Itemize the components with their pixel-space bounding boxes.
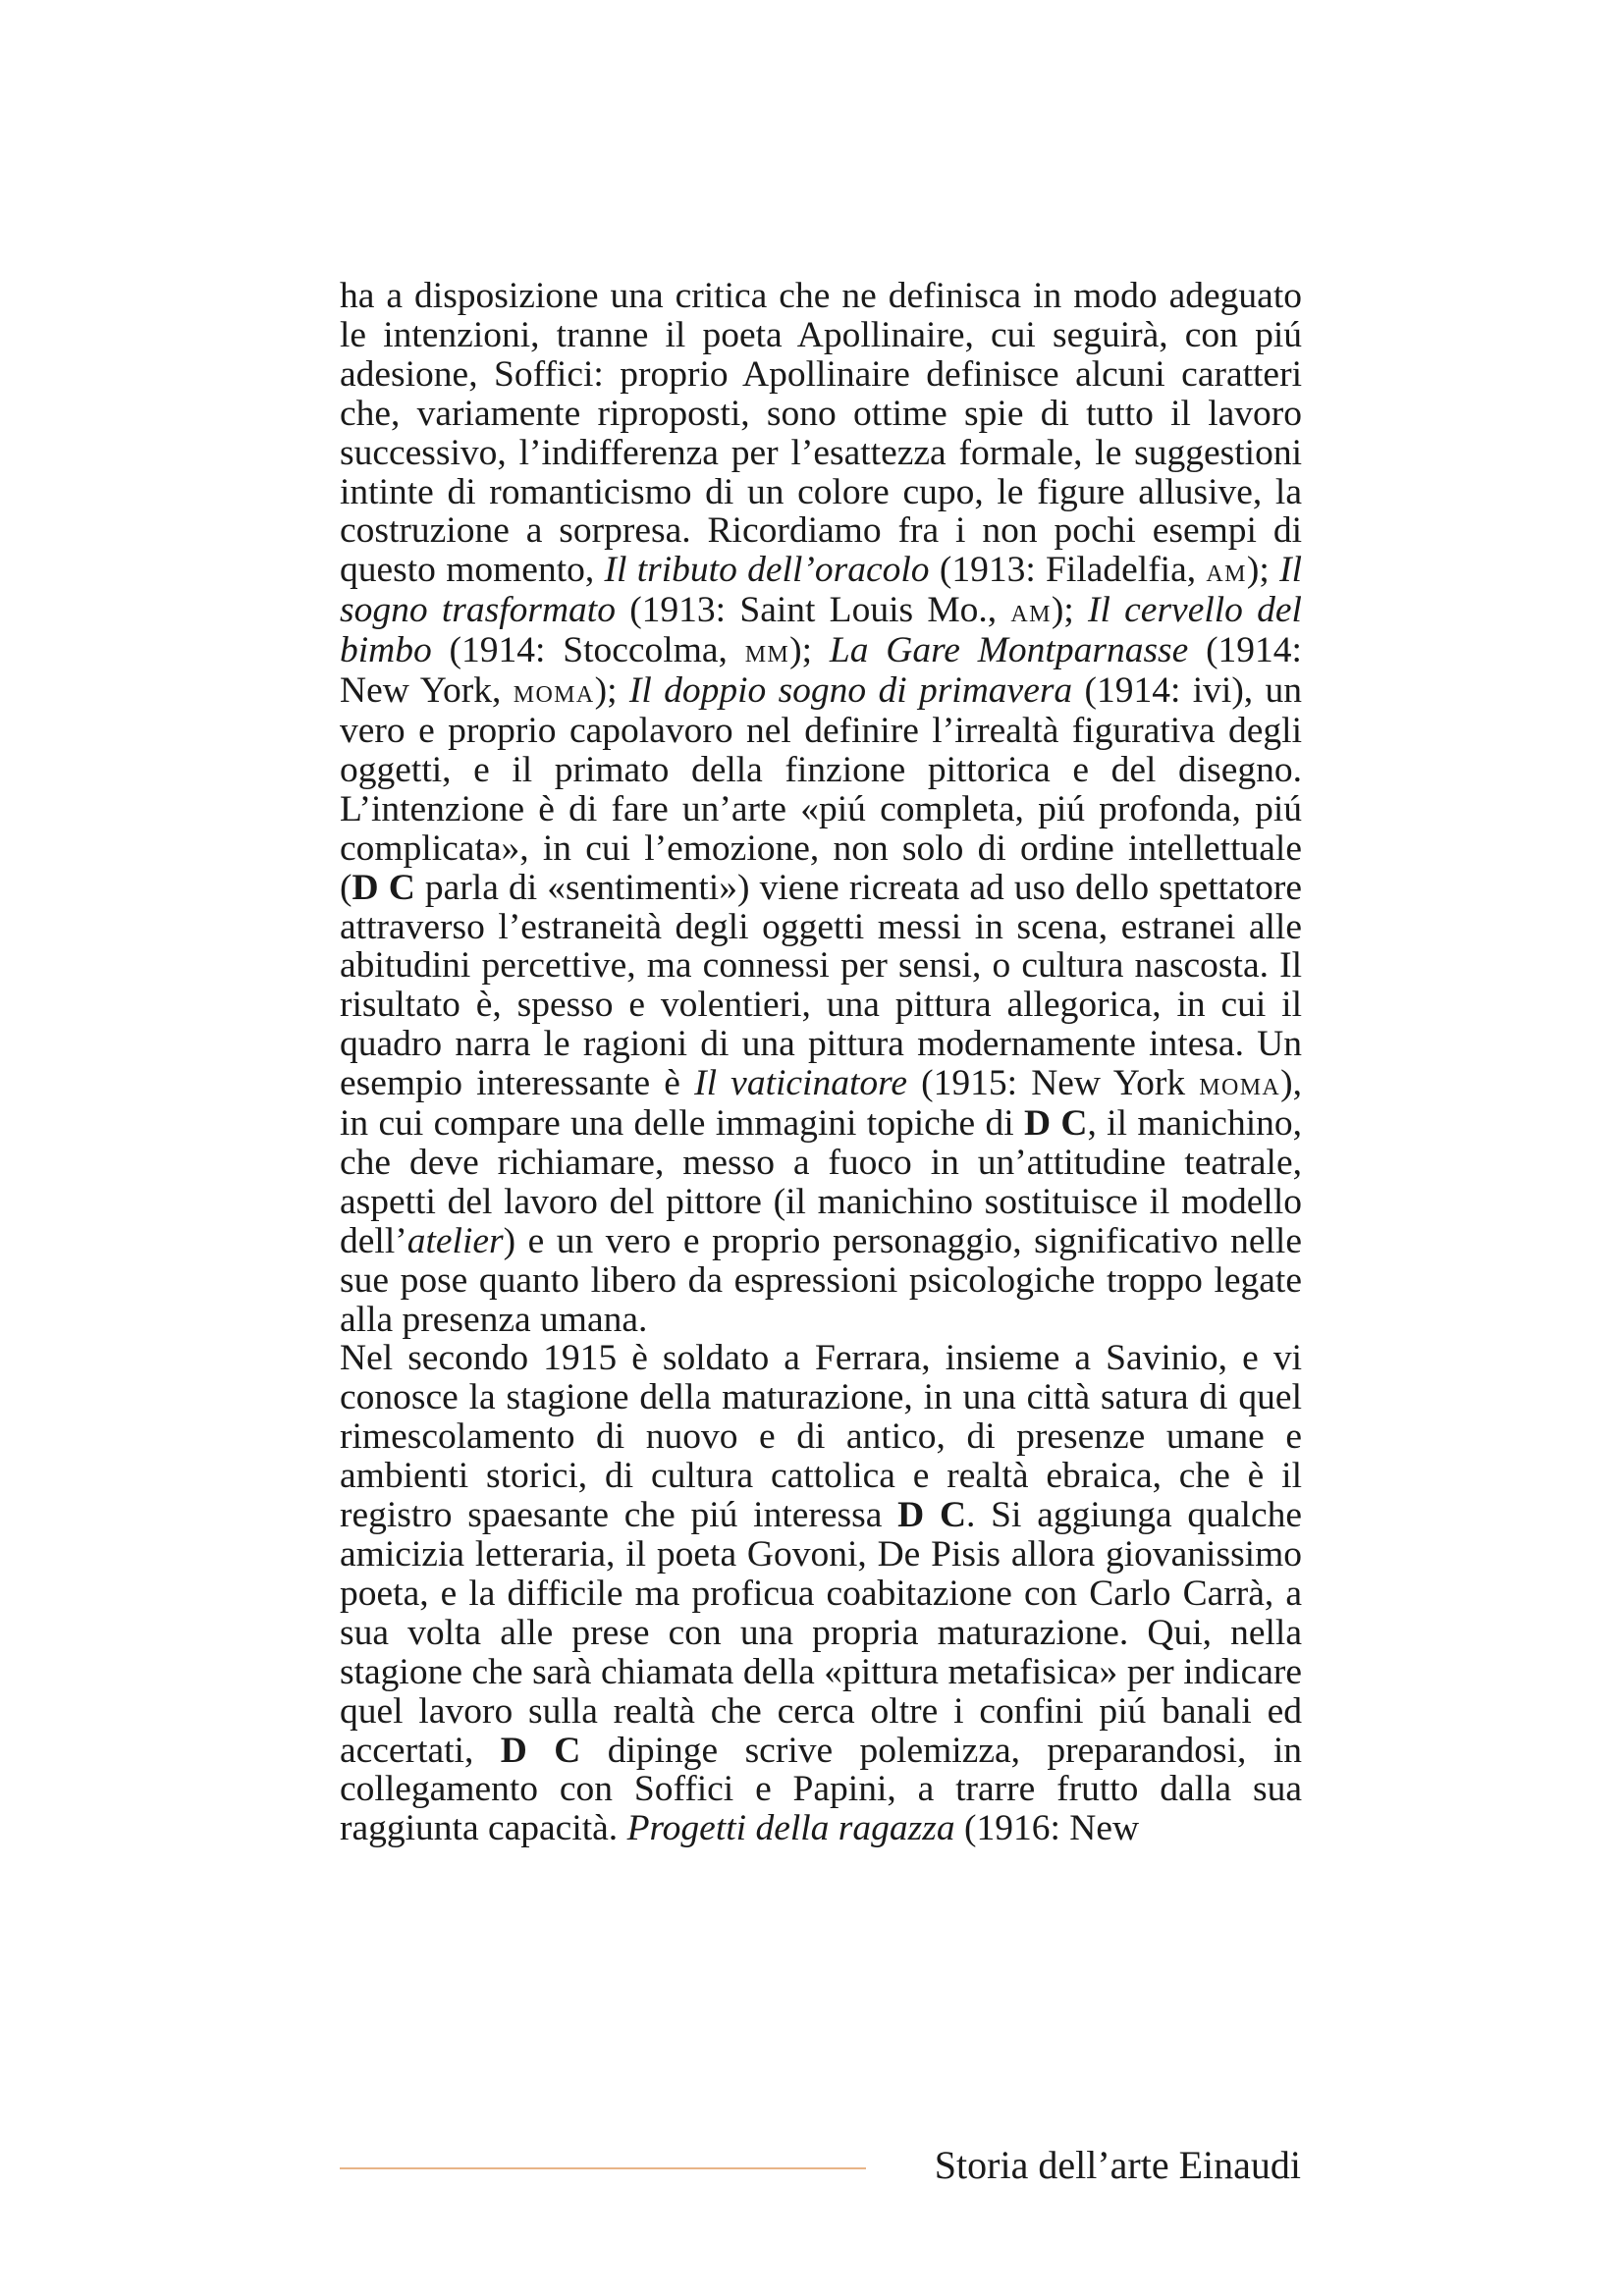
artwork-title: Il vaticinatore — [694, 1063, 907, 1104]
text-run: ) e un vero e proprio personaggio, significativo nelle sue pose quanto libero da espressioni psicologiche troppo legate alla presenza umana. — [340, 1220, 1302, 1340]
author-initials: D C — [352, 867, 415, 908]
collection-abbrev: moma — [1199, 1065, 1281, 1103]
text-run: (1913: Saint Louis Mo., — [615, 590, 1011, 631]
text-run: ); — [1246, 550, 1280, 591]
artwork-title: Il tributo dell’oracolo — [604, 550, 930, 591]
body-text — [340, 277, 1302, 1848]
text-run: ), in cui compare una delle immagini topiche di — [340, 1063, 1303, 1145]
collection-abbrev: am — [1206, 552, 1247, 590]
artwork-title: La Gare Montparnasse — [829, 630, 1189, 671]
artwork-title: Il doppio sogno di primavera — [628, 670, 1073, 712]
text-run: . Si aggiunga qualche amicizia letteraria, il poeta Govoni, De Pisis allora giovanissimo poeta, e la difficile ma proficua coabitazione con Carlo Carrà, a sua volta alle prese con una propria maturazione. Qui, nella stagione che sarà chiamata della «pittura metafisica» per indicare quel lavoro sulla realtà che cerca oltre i confini piú banali ed accertati, — [340, 1495, 1302, 1771]
collection-abbrev: moma — [513, 672, 595, 711]
text-run: (1914: New York, — [340, 630, 1302, 712]
text-run: (1914: Stoccolma, — [431, 630, 745, 671]
text-run: Nel secondo 1915 è soldato a Ferrara, insieme a Savinio, e vi conosce la stagione della maturazione, in una città satura di quel rimescolamento di nuovo e di antico, di presenze umane e ambienti storici, di cultura cattolica e realtà ebraica, che è il registro spaesante che piú interessa — [340, 1338, 1302, 1536]
text-run: (1914: ivi), un vero e proprio capolavoro nel definire l’irrealtà figurativa degli oggetti, e il primato della finzione pittorica e del disegno. L’intenzione è di fare un’arte «piú completa, piú profonda, piú complicata», in cui l’emozione, non solo di ordine intellettuale ( — [340, 670, 1302, 908]
paragraph-2 — [340, 1339, 1302, 1848]
footer-rule — [340, 2167, 866, 2169]
text-run: ); — [789, 630, 830, 671]
artwork-title: Il sogno trasformato — [340, 550, 1302, 631]
text-run: ); — [1051, 590, 1089, 631]
author-initials: D C — [897, 1495, 967, 1536]
author-initials: D C — [500, 1730, 581, 1771]
collection-abbrev: mm — [744, 632, 790, 670]
text-run: (1913: Filadelfia, — [929, 550, 1207, 591]
text-run: (1915: New York — [906, 1063, 1200, 1104]
artwork-title: Progetti della ragazza — [626, 1808, 955, 1849]
emphasis-word: atelier — [406, 1220, 504, 1261]
text-run: dipinge scrive polemizza, preparandosi, in collegamento con Soffici e Papini, a trarre frutto dalla sua raggiunta capacità. — [340, 1730, 1302, 1849]
text-run: parla di «sentimenti») viene ricreata ad uso dello spettatore attraverso l’estraneità degli oggetti messi in scena, estranei alle abitudini percettive, ma connessi per sensi, o cultura nascosta. Il risultato è, spesso e volentieri, una pittura allegorica, in cui il quadro narra le ragioni di una pittura modernamente intesa. Un esempio interessante è — [340, 867, 1302, 1104]
text-run: (1916: New — [954, 1808, 1140, 1849]
collection-abbrev: am — [1010, 592, 1052, 630]
text-run: ha a disposizione una critica che ne definisca in modo adeguato le intenzioni, tranne il poeta Apollinaire, cui seguirà, con piú adesione, Soffici: proprio Apollinaire definisce alcuni caratteri che, variamente riproposti, sono ottime spie di tutto il lavoro successivo, l’indifferenza per l’esattezza formale, le suggestioni intinte di romanticismo di un colore cupo, le figure allusive, la costruzione a sorpresa. Ricordiamo fra i non pochi esempi di questo momento, — [340, 276, 1302, 591]
author-initials: D C — [1023, 1103, 1088, 1145]
paragraph-1 — [340, 277, 1302, 1339]
artwork-title: Il cervello del bimbo — [340, 590, 1302, 671]
footer-title: Storia dell’arte Einaudi — [934, 2143, 1301, 2187]
text-run: ); — [594, 670, 629, 712]
text-run: , il manichino, che deve richiamare, messo a fuoco in un’attitudine teatrale, aspetti del lavoro del pittore (il manichino sostituisce il modello dell’ — [340, 1103, 1302, 1261]
